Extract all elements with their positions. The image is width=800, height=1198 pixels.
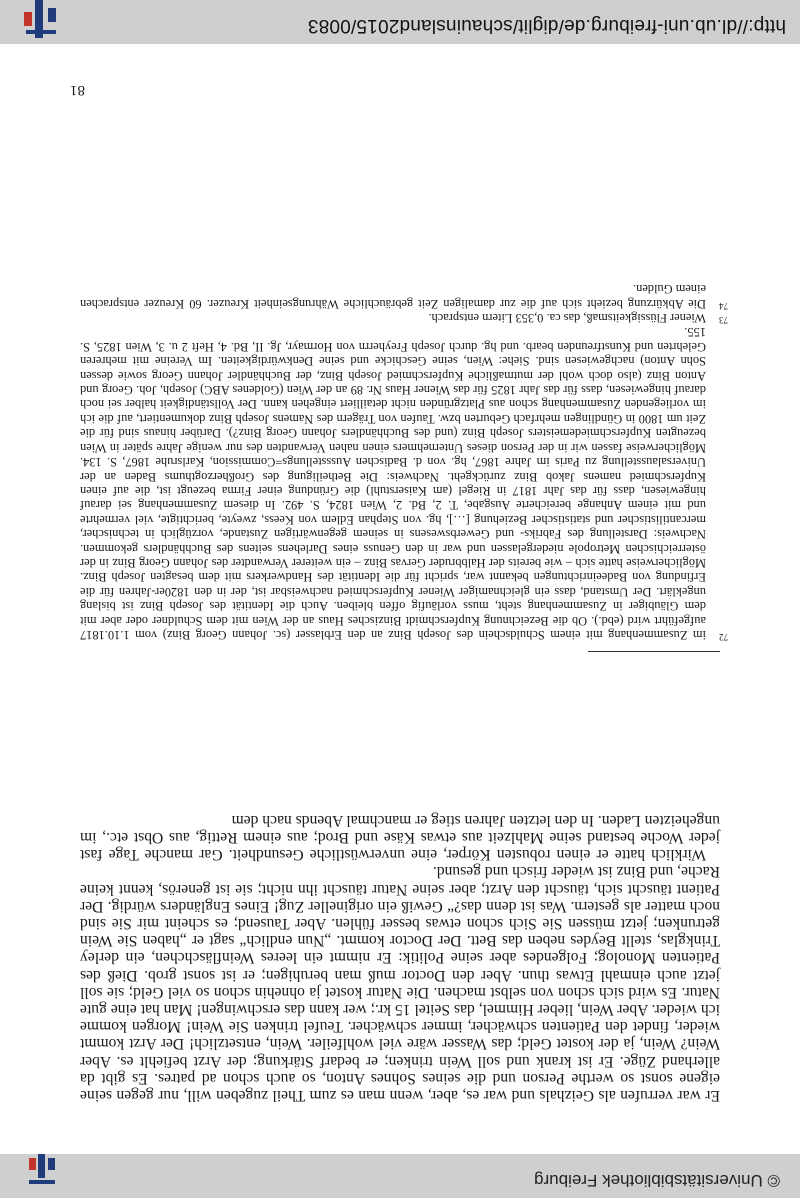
footer-bar (0, 0, 800, 44)
page-number: 81 (70, 82, 85, 98)
footnote-number: 74 (719, 300, 728, 311)
footnote-text: Die Abkürzung bezieht sich auf die zur damaligen Zeit gebräuchliche Währungseinheit Kreuzer. 60 Kreuzer entsprachen einem Gulden. (80, 282, 706, 311)
university-logo-icon (16, 0, 60, 44)
source-url[interactable]: http://dl.ub.uni-freiburg.de/diglit/schauinsland2015/0083 (307, 15, 786, 36)
footnote-divider (588, 651, 720, 652)
main-text (80, 812, 720, 1104)
footnotes (80, 282, 728, 642)
footnote-text: Wiener Flüssigkeitsmaß, das ca. 0,353 Litern entsprach. (428, 311, 706, 326)
footnote-number: 73 (719, 315, 728, 326)
header-bar (0, 1154, 800, 1198)
footnote (80, 282, 728, 311)
footnote-text: im Zusammenhang mit einem Schuldschein des Joseph Binz an den Erblasser (sc. Johann Georg Binz) vom 1.10.1817 aufgeführt wird (ebd.). Ob die Bezeichnung Kupferschmidt Binzisches Haus an der Wien mit dem Schuldner oder aber mit dem Gläubiger in Zusammenhang steht, muss vorläufig offen bleiben. Auch die Identität des Joseph Binz ist bislang ungeklärt. Der Umstand, dass ein gleichnamiger Wiener Kupferschmied nachweisbar ist, der in den 1820er-Jahren für die Erfindung von Badeeinrichtungen bekannt war, spricht für die Identität des Handwerkers mit dem besagten Joseph Binz. Möglicherweise hatte sich – wie bereits der Halbbruder Gervas Binz – ein weiterer Verwandter des Johann Georg Binz in der österreichischen Metropole niedergelassen und war in den Genuss eines Darlehens seitens des Buchhändlers gekommen. Nachweis: Darstellung des Fabriks- und Gewerbswesens in seinem gegenwärtigen Zustande, vorzüglich in technischer, mercantilistischer und statistischer Beziehung […], hg. von Stephan Edlem von Keess, zweyte, berichtigte, viel vermehrte und mit einem Anhange bereicherte Ausgabe, T. 2, Bd. 2, Wien 1824, S. 492. In diesem Zusammenhang sei darauf hingewiesen, dass für das Jahr 1817 in Riegel (am Kaiserstuhl) die Gründung einer Firma bezeugt ist, die auf einen Kupferschmied namens Jakob Binz zurückgeht. Nachweis: Die Betheiligung des Großherzogthums Baden an der Universalausstellung zu Paris im Jahre 1867, hg. von d. Badischen Aussstellungs=Commission, Karlsruhe 1867, S. 134. Möglicherweise fassen wir in der Person dieses Unternehmers einen nahen Verwandten des nur wenige Jahre später in Wien bezeugten Kupferschmiedemeisters Joseph Binz (und des Buchhändlers Johann Georg Binz?). Darüber hinaus sind für die Zeit um 1800 in Gündlingen mehrfach Geburten bzw. Taufen von Trägern des Namens Joseph Binz dokumentiert, auf die ich im vorliegenden Zusammenhang schon aus Platzgründen nicht detailliert eingehen kann. Der Vollständigkeit halber sei noch darauf hingewiesen, dass für das Jahr 1825 für das Wiener Haus Nr. 89 an der Wien (Goldenes ABC) Joseph, Joh. Georg und Anton Binz (also doch wohl der mutmaßliche Kupferschmied Joseph Binz, der Buchhändler Johann Georg sowie dessen Sohn Anton) nachgewiesen sind. Siehe: Wien, seine Geschicke und seine Denkwürdigkeiten. Im Vereine mit mehreren Gelehrten und Kunstfreunden bearb. und hg. durch Joseph Freyherrn von Hormayr, Jg. II, Bd. 4, Heft 2 u. 3, Wien 1825, S. 155. (80, 325, 706, 642)
university-logo-icon (18, 1154, 58, 1198)
footnote-number: 72 (719, 632, 728, 642)
footnote (80, 325, 728, 642)
copyright-label: © Universitätsbibliothek Freiburg (534, 1171, 780, 1190)
paragraph: Wirklich hatte er einen robusten Körper, eine unverwüstliche Gesundheit. Gar manche Tage fast jeder Woche bestand seine Mahlzeit aus etwas Käse und Brod; aus einem Rettig, aus Obst etc., im ungeheizten Laden. In den letzten Jahren stieg er manchmal Abends nach dem (80, 811, 720, 864)
footnote (80, 311, 728, 326)
paragraph: Er war verrufen als Geizhals und war es, aber, wenn man es zum Theil zugeben will, nur gegen seine eigene sonst so werthe Person und die seines Sohnes Anton, so auch schon ad patres. Es gibt da allerhand Züge. Er ist krank und soll Wein trinken; er bedarf Stärkung; der Arzt befiehlt es. Aber Wein? Wein, ja der kostet Geld; das Wasser wäre viel wohlfeiler. Wein, entsetzlich! Der Arzt kommt wieder, findet den Patienten schwächer, immer schwächer. Teufel trinken Sie Wein! Morgen komme ich wieder. Aber Wein, lieber Himmel, das Seitel 15 kr.; wer kann das erschwingen! Man hat eine gute Natur. Es wird sich schon von selbst machen. Die Natur kostet ja ohnehin schon so viel Geld; sie soll jetzt auch einmahl Etwas thun. Aber den Doctor muß man beruhigen; er ist sonst grob. Dieß des Patienten Monolog; Folgendes aber seine Politik: Er nimmt ein leeres Weinfläschchen, ein derley Trinkglas, stellt Beydes neben das Bett. Der Doctor kommt. „Nun endlich“ sagt er „haben Sie Wein getrunken; jetzt müssen Sie Sich schon etwas besser fühlen. Aber Tausend; es scheint mir Sie sind noch matter als gestern. Was ist denn das?“ Gewiß ein origineller Zug! Eines Engländers würdig. Der Patient täuscht sich, täuscht den Arzt; aber seine Natur täuscht ihn nicht; sie ist generös, kennt keine Rache, und Binz ist wieder frisch und gesund. (80, 863, 720, 1104)
